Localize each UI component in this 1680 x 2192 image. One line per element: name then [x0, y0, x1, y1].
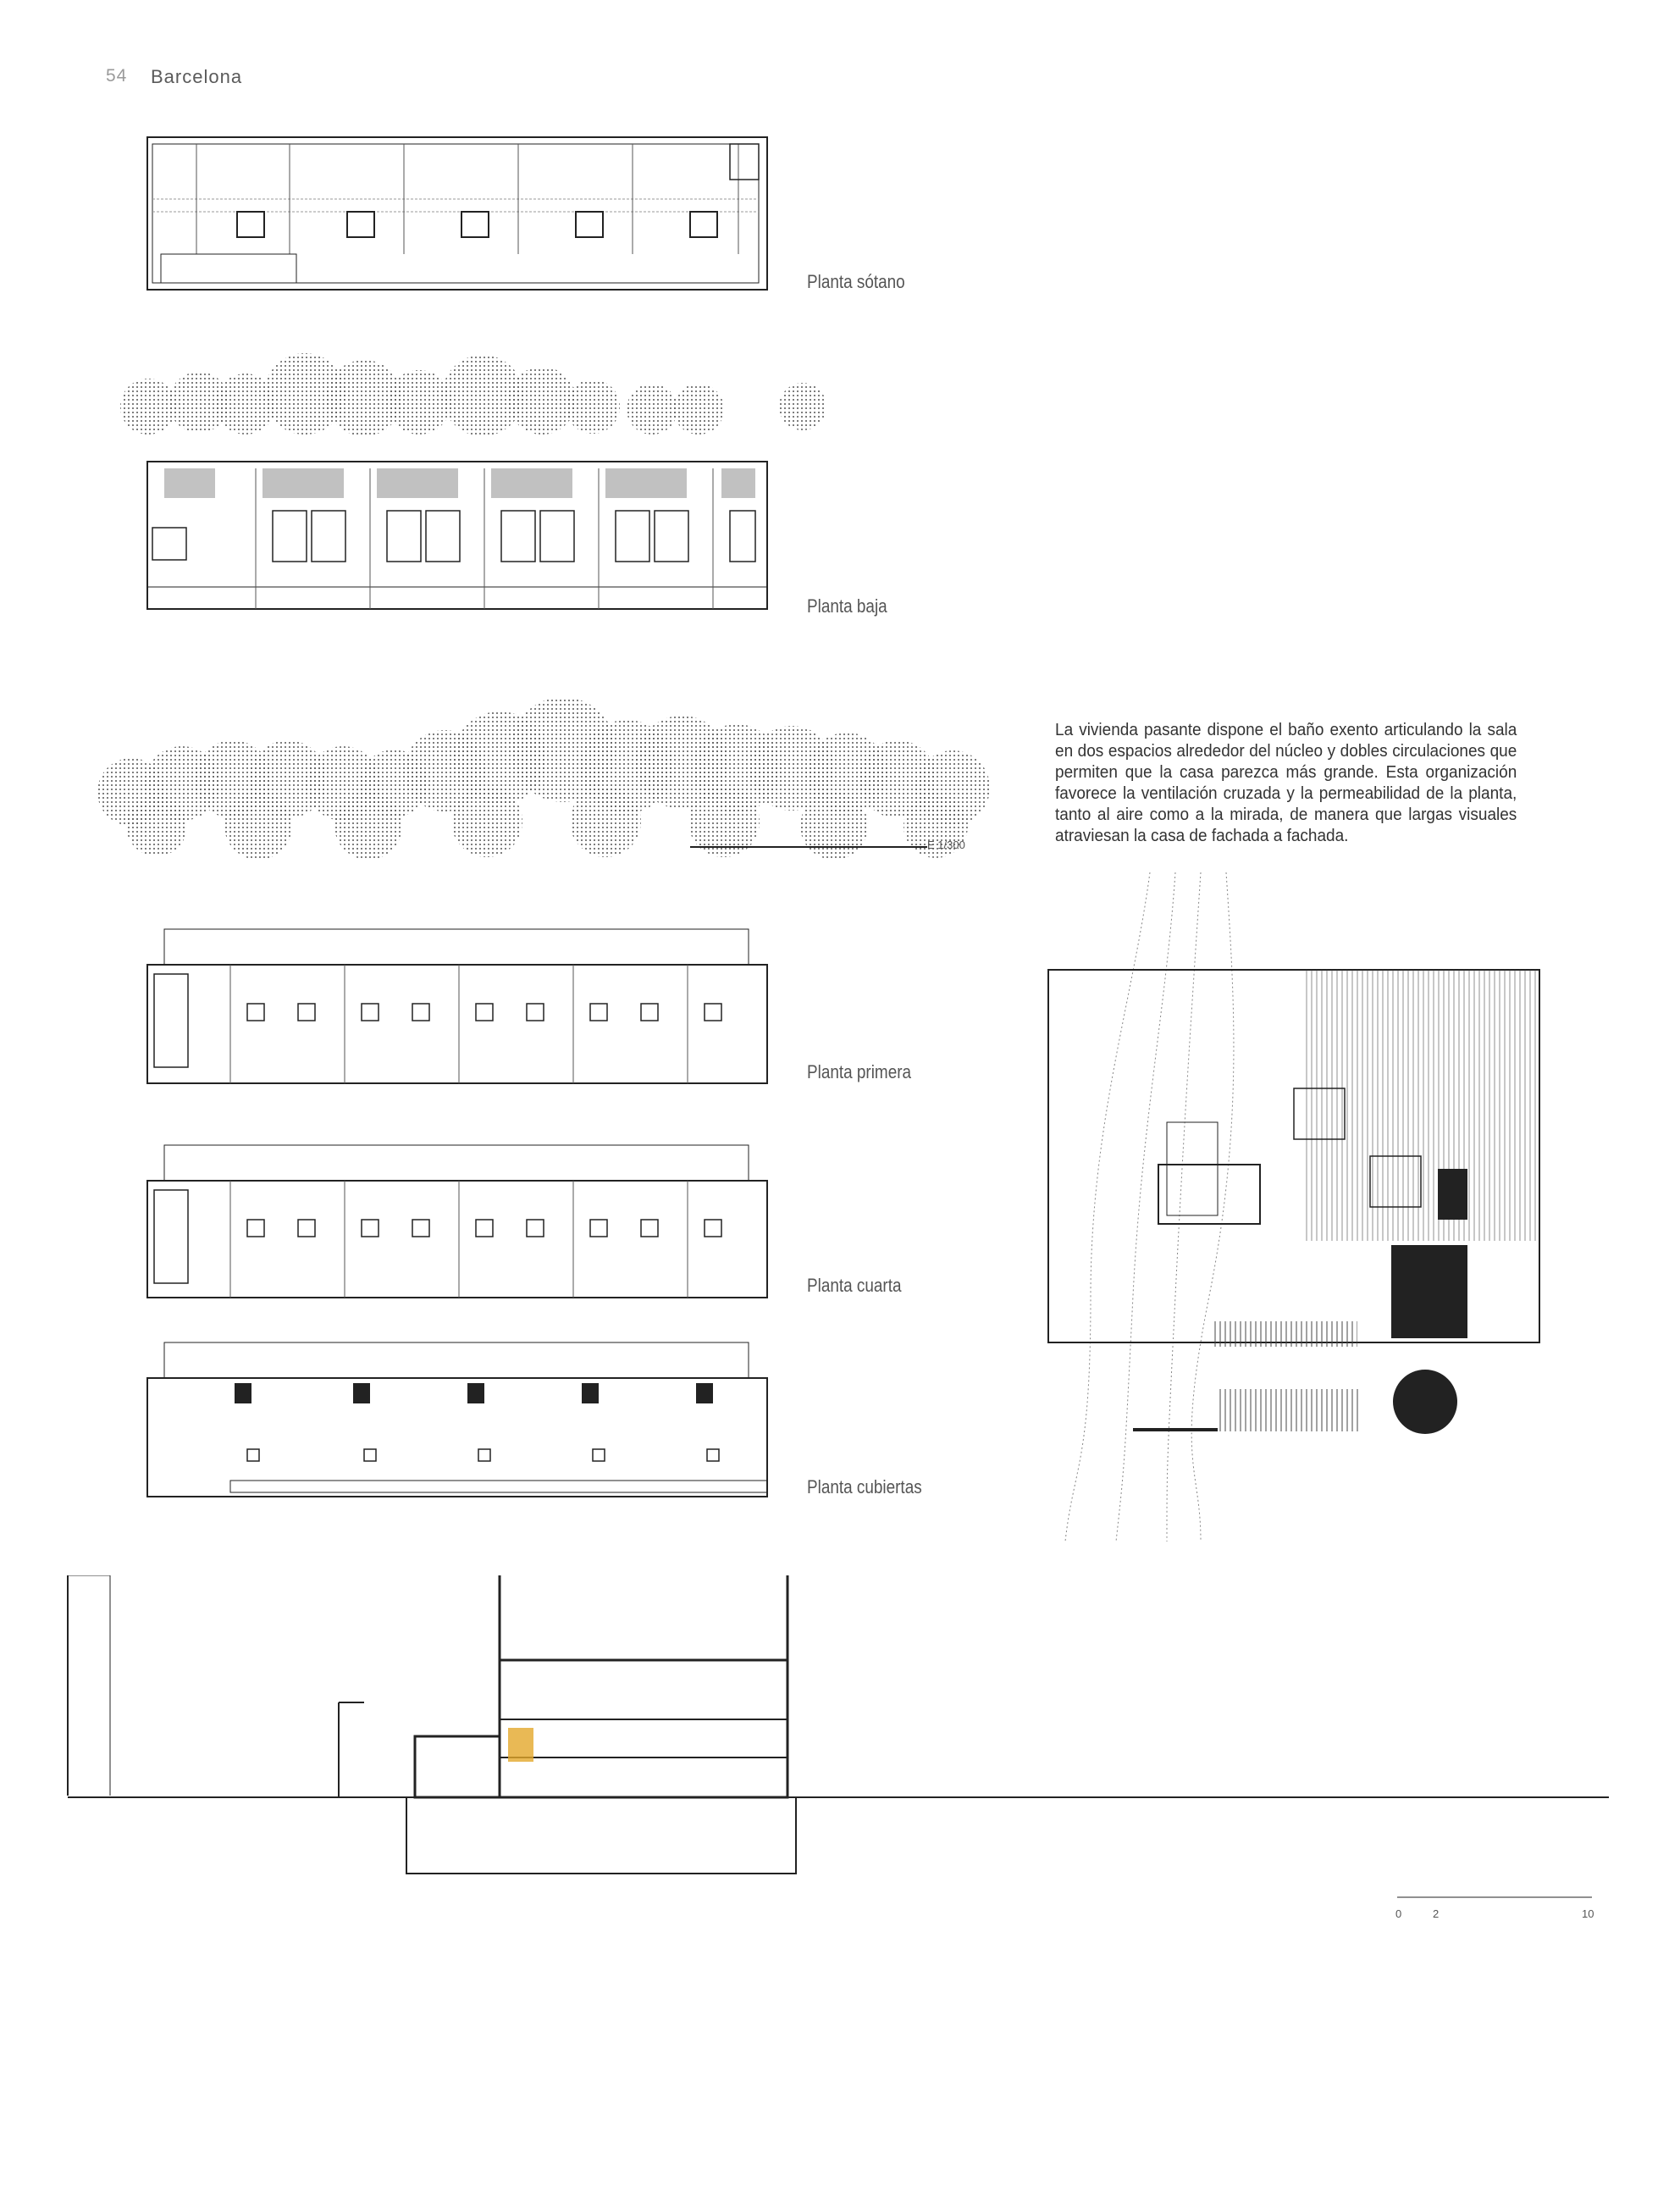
building-section-drawing	[59, 1575, 1617, 2033]
basement-plan-label: Planta sótano	[807, 271, 905, 292]
dwelling-detail-plan	[1040, 872, 1548, 1542]
basement-plan-drawing	[146, 136, 772, 293]
section-title: Barcelona	[151, 66, 243, 87]
plans-scale-note: E 1/300	[927, 839, 965, 851]
roof-plan-label: Planta cubiertas	[807, 1476, 922, 1497]
section-scale-mid: 2	[1433, 1907, 1440, 1920]
ground-floor-plan-drawing	[146, 460, 772, 612]
page-number: 54	[106, 66, 128, 86]
fourth-floor-plan-drawing	[146, 1143, 772, 1304]
description-paragraph: La vivienda pasante dispone el baño exento articulando la sala en dos espacios alrededor del núcleo y dobles circulaciones que permiten que la casa parezca más grande. Esta organización favorece la ventilación cruzada y la permeabilidad de la planta, tanto al aire como a la mirada, de manera que largas visuales atraviesan la casa de fachada a fachada.	[1055, 721, 1517, 845]
section-scale-end: 10	[1582, 1907, 1594, 1920]
roof-plan-drawing	[146, 1341, 772, 1502]
first-floor-plan-label: Planta primera	[807, 1061, 912, 1082]
trees-row-lower	[89, 673, 999, 877]
trees-row-upper	[110, 343, 838, 462]
ground-floor-plan-label: Planta baja	[807, 595, 887, 617]
fourth-floor-plan-label: Planta cuarta	[807, 1275, 902, 1296]
first-floor-plan-drawing	[146, 927, 772, 1088]
section-scale-zero: 0	[1395, 1907, 1402, 1920]
